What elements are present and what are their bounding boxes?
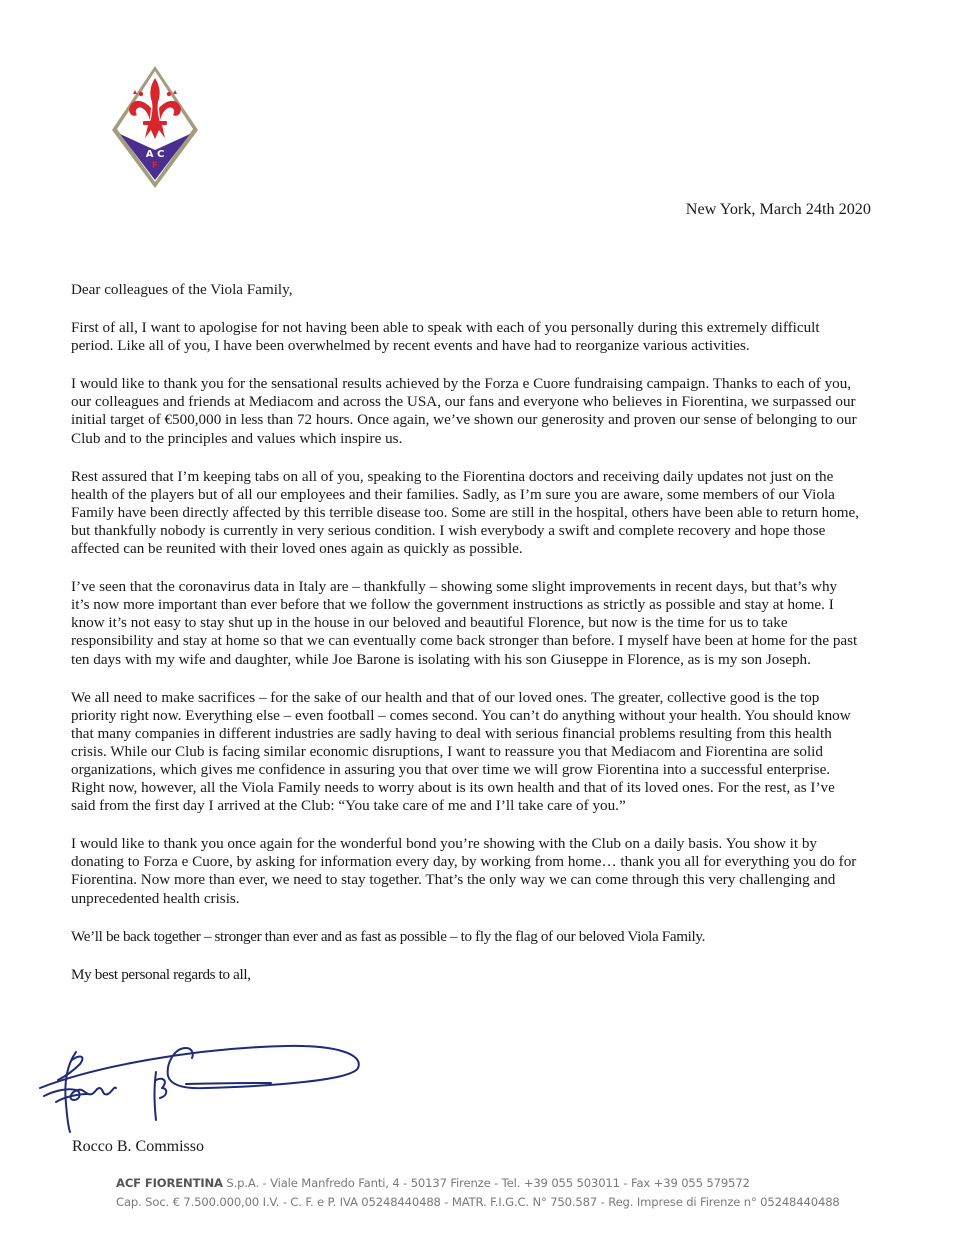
paragraph-health-updates [71,468,891,558]
paragraph-sacrifices [71,689,891,816]
letterhead-footer [116,1174,840,1212]
footer-address-contacts: S.p.A. - Viale Manfredo Fanti, 4 - 50137 Firenze - Tel. +39 055 503011 - Fax +39 055 579572 [222,1176,750,1190]
place-and-date: New York, March 24th 2020 [685,200,871,218]
footer-line-registration: Cap. Soc. € 7.500.000,00 I.V. - C. F. e P. IVA 05248440488 - MATR. F.I.G.C. N° 750.587 - Reg. Imprese di Firenze n° 05248440488 [116,1195,840,1209]
paragraph-line: unprecedented health crisis. [71,889,240,907]
paragraph-line: but thankfully nobody is currently in very serious condition. I wish everybody a swift and complete recovery and hope those [71,521,826,539]
paragraph-line: Family have been directly affected by this terrible disease too. Some are still in the hospital, others have been able to return home, [71,503,860,521]
footer-company-name: ACF FIORENTINA [116,1176,223,1190]
paragraph-line: organizations, which gives me confidence in assuring you that over time we will grow Fiorentina into a successful enterprise. [71,760,831,778]
paragraph-line: said from the first day I arrived at the Club: “You take care of me and I’ll take care of you.” [71,797,626,815]
paragraph-line: our colleagues and friends at Mediacom and across the USA, our fans and everyone who believes in Fiorentina, we surpassed our [71,393,856,411]
regards-line: My best personal regards to all, [71,965,251,983]
letter-body [71,281,891,1004]
paragraph-line: it’s now more important than ever before that we follow the government instructions as strictly as possible and stay at home. I [71,596,834,614]
paragraph-line: health of the players but of all our employees and their families. Sadly, as I’m sure you are aware, some members of our Viola [71,485,835,503]
paragraph-fundraising [71,375,891,447]
paragraph-line: initial target of €500,000 in less than 72 hours. Once again, we’ve shown our generosity and proven our sense of belonging to our [71,411,857,429]
paragraph-line: donating to Forza e Cuore, by asking for information every day, by working from home… thank you all for everything you do for [71,853,857,871]
paragraph-line: I’ve seen that the coronavirus data in Italy are – thankfully – showing some slight improvements in recent days, but that’s why [71,578,838,596]
paragraph-line: responsibility and stay at home so that we can eventually come back stronger than before. I myself have been at home for the past [71,632,858,650]
footer-line-address [116,1174,840,1193]
closing-line: We’ll be back together – stronger than ever and as fast as possible – to fly the flag of our beloved Viola Family. [71,927,706,945]
greeting: Dear colleagues of the Viola Family, [71,281,293,298]
paragraph-line: Club and to the principles and values which inspire us. [71,429,403,447]
crest-letters-ac: A C [145,149,165,160]
signature [36,1036,366,1136]
paragraph-thanks [71,835,891,907]
acf-fiorentina-crest-logo [110,64,200,190]
crest-letter-f: F [151,161,159,171]
paragraph-line: We all need to make sacrifices – for the sake of our health and that of our loved ones. The greater, collective good is the top [71,688,820,706]
paragraph-line: crisis. While our Club is facing similar economic disruptions, I want to reassure you that Mediacom and Fiorentina are solid [71,742,823,760]
paragraph-line: First of all, I want to apologise for not having been able to speak with each of you personally during this extremely difficult [71,319,820,337]
paragraph-line: that many companies in different industries are sadly having to deal with serious financial problems resulting from this health [71,724,832,742]
paragraph-line: know it’s not easy to stay shut up in the house in our beloved and beautiful Florence, but now is the time for us to take [71,614,788,632]
signer-name: Rocco B. Commisso [72,1138,205,1155]
paragraph-line: Right now, however, all the Viola Family needs to worry about is its own health and that of its loved ones. For the rest, as I’ve [71,779,835,797]
paragraph-apology [71,319,891,355]
paragraph-line: period. Like all of you, I have been overwhelmed by recent events and have had to reorganize various activities. [71,337,750,355]
paragraph-line: Fiorentina. Now more than ever, we need to stay together. That’s the only way we can come through this very challenging and [71,871,836,889]
paragraph-line: priority right now. Everything else – even football – comes second. You can’t do anything without your health. You should know [71,706,851,724]
paragraph-line: affected can be reunited with their loved ones again as quickly as possible. [71,540,523,558]
paragraph-line: I would like to thank you for the sensational results achieved by the Forza e Cuore fundraising campaign. Thanks to each of you, [71,375,852,393]
paragraph-line: I would like to thank you once again for the wonderful bond you’re showing with the Club on a daily basis. You show it by [71,835,818,853]
paragraph-line: Rest assured that I’m keeping tabs on all of you, speaking to the Fiorentina doctors and receiving daily updates not just on the [71,467,834,485]
paragraph-stay-home [71,578,891,668]
paragraph-line: ten days with my wife and daughter, while Joe Barone is isolating with his son Giuseppe in Florence, as is my son Joseph. [71,650,811,668]
